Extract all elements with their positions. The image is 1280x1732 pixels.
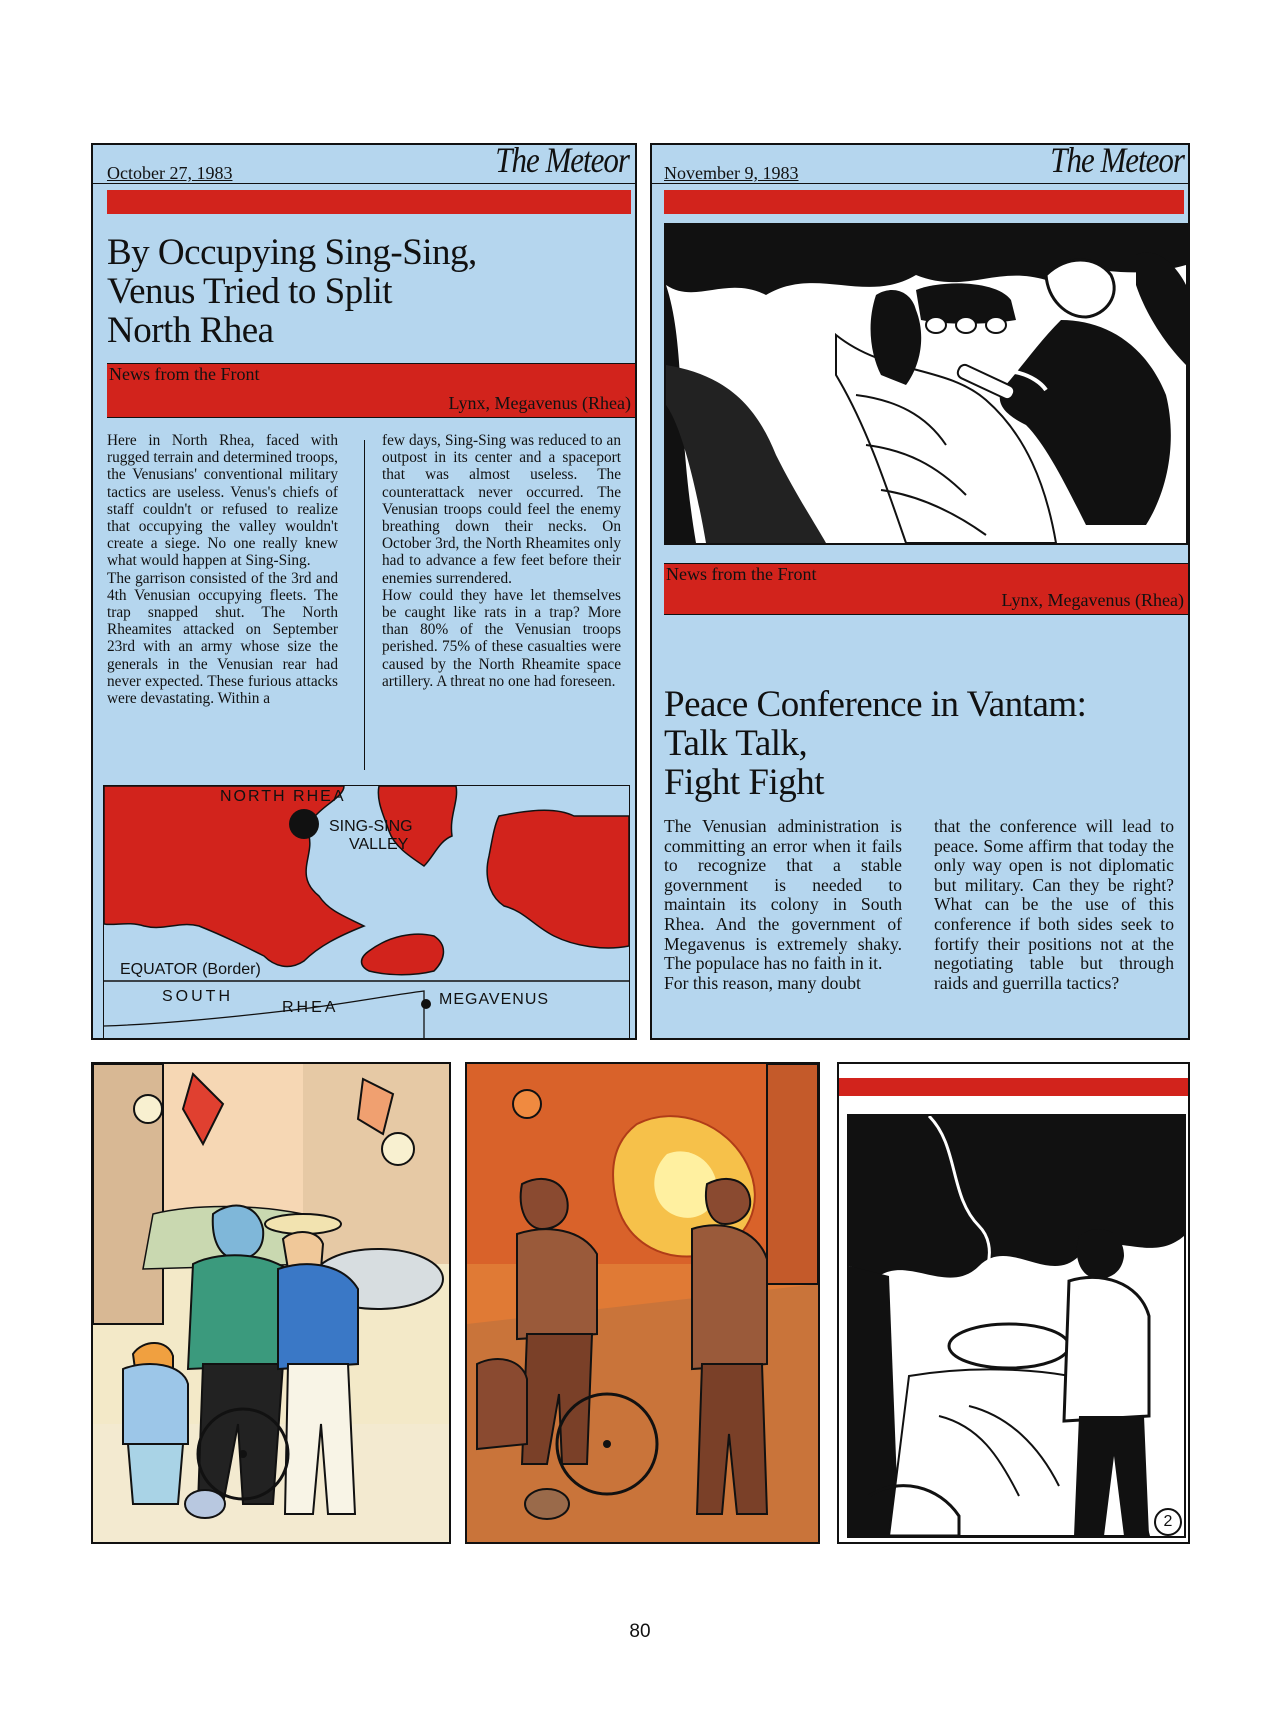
left-masthead-rule [93, 183, 635, 184]
map-label-equator: EQUATOR (Border) [120, 961, 261, 978]
right-col2-para1: that the conference will lead to peace. Some affirm that today the only way open is not diplomatic but military. Can they be right? What can be the use of this conference if both sides seek to fortify their positions not at the negotiating table but through raids and guerrilla tactics? [934, 816, 1174, 993]
right-section-label: News from the Front [666, 564, 817, 584]
left-headline-line-2: Venus Tried to Split [107, 271, 393, 312]
map-city-marker [421, 999, 431, 1009]
left-col1-para1: Here in North Rhea, faced with rugged terrain and determined troops, the Venusians' conventional military tactics are useless. Venus's chiefs of staff couldn't or refused to realize that occupying the valley wouldn't create a siege. No one really knew what would happen at Sing-Sing. [107, 432, 338, 570]
map-label-rhea: RHEA [282, 999, 339, 1016]
page-number: 80 [629, 1621, 651, 1642]
left-article-column-1 [107, 432, 338, 707]
street-scene-panel [91, 1062, 451, 1544]
left-col2-para1: few days, Sing-Sing was reduced to an outpost in its center and a spaceport that was almost useless. The counterattack never occurred. The Venusian troops could feel the enemy breathing down their necks. On October 3rd, the North Rheamites only had to advance a few feet before their enemies surrendered. [382, 432, 621, 587]
left-section-label: News from the Front [109, 364, 260, 384]
explosion-scene-drawing [467, 1064, 818, 1542]
map-landmass-north [104, 786, 364, 966]
map-label-city: MEGAVENUS [439, 991, 550, 1008]
left-article-column-2 [382, 432, 621, 690]
left-newspaper-panel [91, 143, 637, 1040]
map-south-coast [104, 991, 424, 1040]
panel-number-badge: 2 [1154, 1508, 1182, 1536]
right-col1-para1: The Venusian administration is committing an error when it fails to recognize that a stable government is needed to maintain its colony in South Rhea. And the government of Megavenus is extremely shaky. The populace has no faith in it. [664, 816, 902, 974]
right-location-label: Lynx, Megavenus (Rhea) [1001, 590, 1184, 610]
left-paper-date: October 27, 1983 [107, 163, 233, 183]
left-top-red-bar [107, 190, 631, 214]
street-scene-drawing [93, 1064, 449, 1542]
right-top-red-bar [664, 190, 1184, 214]
left-col2-para2: How could they have let themselves be caught like rats in a trap? More than 80% of the Venusian troops perished. 75% of these casualties were caused by the North Rheamite space artillery. A threat no one had foreseen. [382, 586, 621, 690]
right-article-column-1 [664, 817, 902, 993]
right-newspaper-panel [650, 143, 1190, 1040]
left-location-label: Lynx, Megavenus (Rhea) [448, 393, 631, 413]
map-landmass-east [487, 810, 629, 948]
left-column-divider [364, 440, 365, 770]
explosion-scene-panel [465, 1062, 820, 1544]
aftermath-scene-drawing [847, 1114, 1186, 1538]
right-headline-line-3: Fight Fight [664, 762, 825, 803]
right-headline-line-2: Talk Talk, [664, 723, 808, 764]
right-paper-masthead: The Meteor [1050, 143, 1184, 180]
map-label-south: SOUTH [162, 988, 233, 1005]
right-col1-para2: For this reason, many doubt [664, 972, 861, 993]
map-north-rhea [103, 785, 630, 1040]
map-landmass-south [362, 934, 444, 975]
jungle-soldiers-illustration [664, 223, 1188, 545]
map-label-valley-1: SING-SING [329, 818, 413, 835]
right-paper-date: November 9, 1983 [664, 163, 799, 183]
right-article-column-2 [934, 817, 1174, 993]
left-headline-line-1: By Occupying Sing-Sing, [107, 232, 477, 273]
left-headline [107, 233, 477, 350]
map-label-north: NORTH RHEA [220, 788, 346, 805]
right-masthead-rule [652, 183, 1188, 184]
jungle-scene-drawing [666, 225, 1186, 543]
right-headline [664, 685, 1086, 802]
left-section-bar [107, 363, 635, 418]
left-headline-line-3: North Rhea [107, 310, 274, 351]
right-section-bar [664, 563, 1188, 615]
right-headline-line-1: Peace Conference in Vantam: [664, 684, 1087, 725]
left-paper-masthead: The Meteor [495, 143, 629, 180]
map-label-valley-2: VALLEY [349, 836, 409, 853]
map-valley-marker [289, 809, 319, 839]
aftermath-scene-panel [837, 1062, 1190, 1544]
left-col1-para2: The garrison consisted of the 3rd and 4th Venusian occupying fleets. The trap snapped shut. The North Rheamites attacked on September 23rd with an army whose size the generals in the Venusian rear had never expected. These furious attacks were devastating. Within a [107, 569, 338, 708]
aftermath-top-red-bar [839, 1078, 1188, 1096]
